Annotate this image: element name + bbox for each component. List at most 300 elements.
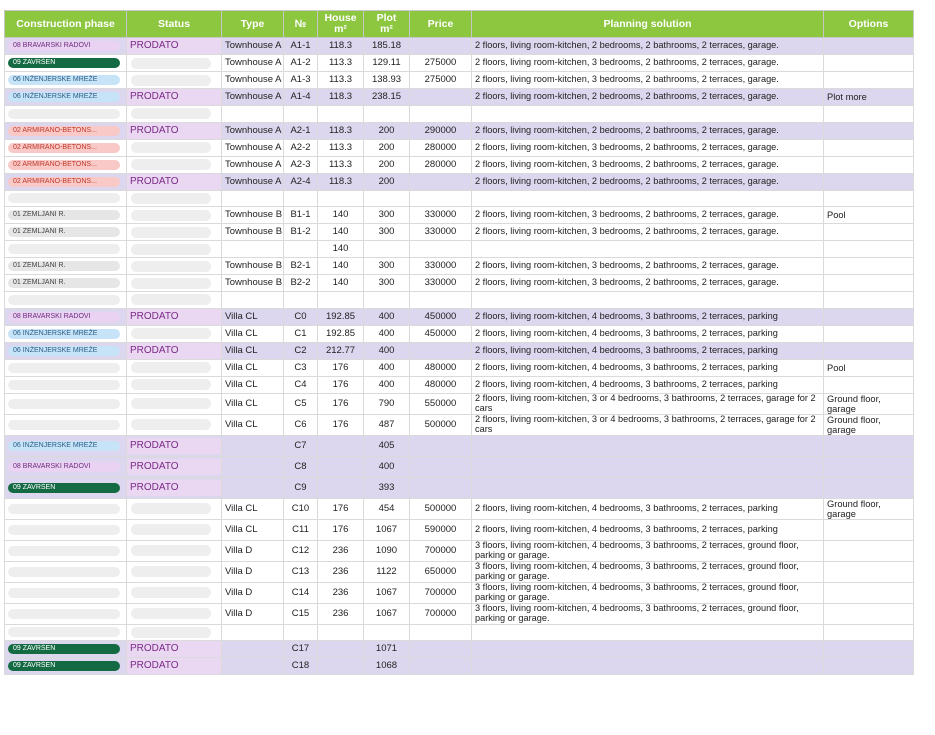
options-cell[interactable] [824, 190, 914, 207]
type-cell[interactable]: Villa CL [222, 359, 284, 376]
phase-cell[interactable] [5, 89, 127, 106]
col-header-plot[interactable] [364, 11, 410, 38]
price-cell[interactable] [410, 292, 472, 309]
number-cell[interactable]: A2-3 [284, 156, 318, 173]
phase-cell[interactable] [5, 325, 127, 342]
price-cell[interactable] [410, 241, 472, 258]
phase-pill[interactable]: 06 INŽENJERSKE MREŽE [8, 75, 120, 85]
plot-cell[interactable] [364, 292, 410, 309]
type-cell[interactable]: Villa CL [222, 342, 284, 359]
plan-cell[interactable]: 3 floors, living room-kitchen, 4 bedrooms, 3 bathrooms, 2 terraces, ground floor, parking or garage. [472, 603, 824, 624]
options-cell[interactable] [824, 241, 914, 258]
house-cell[interactable]: 140 [318, 258, 364, 275]
type-cell[interactable]: Villa CL [222, 308, 284, 325]
status-cell[interactable] [127, 456, 222, 477]
type-cell[interactable]: Villa D [222, 540, 284, 561]
plan-cell[interactable]: 3 floors, living room-kitchen, 4 bedrooms, 3 bathrooms, 2 terraces, ground floor, parking or garage. [472, 582, 824, 603]
options-cell[interactable] [824, 582, 914, 603]
options-cell[interactable]: Ground floor, garage [824, 498, 914, 519]
type-cell[interactable] [222, 241, 284, 258]
options-cell[interactable] [824, 122, 914, 139]
phase-pill[interactable]: 02 ARMIRANO-BETONS... [8, 126, 120, 136]
house-cell[interactable]: 236 [318, 561, 364, 582]
col-header-phase[interactable]: Construction phase [5, 11, 127, 38]
plan-cell[interactable]: 2 floors, living room-kitchen, 2 bedrooms, 2 bathrooms, 2 terraces, garage. [472, 122, 824, 139]
table-row[interactable] [5, 624, 914, 641]
number-cell[interactable]: C12 [284, 540, 318, 561]
plan-cell[interactable]: 2 floors, living room-kitchen, 4 bedrooms, 3 bathrooms, 2 terraces, parking [472, 519, 824, 540]
status-dropdown[interactable] [131, 193, 211, 204]
phase-cell[interactable] [5, 275, 127, 292]
status-cell[interactable] [127, 658, 222, 675]
plan-cell[interactable]: 2 floors, living room-kitchen, 4 bedrooms, 3 bathrooms, 2 terraces, parking [472, 359, 824, 376]
phase-pill[interactable]: 08 BRAVARSKI RADOVI [8, 41, 120, 51]
table-row[interactable] [5, 241, 914, 258]
table-row[interactable] [5, 393, 914, 414]
col-header-house[interactable] [318, 11, 364, 38]
col-header-price[interactable]: Price [410, 11, 472, 38]
status-cell[interactable] [127, 55, 222, 72]
plan-cell[interactable]: 2 floors, living room-kitchen, 3 bedrooms, 2 bathrooms, 2 terraces, garage. [472, 156, 824, 173]
table-row[interactable] [5, 582, 914, 603]
phase-pill[interactable] [8, 399, 120, 409]
status-cell[interactable] [127, 106, 222, 123]
status-dropdown[interactable] [131, 419, 211, 430]
number-cell[interactable] [284, 292, 318, 309]
status-cell[interactable] [127, 122, 222, 139]
plot-cell[interactable]: 1068 [364, 658, 410, 675]
price-cell[interactable]: 700000 [410, 603, 472, 624]
table-row[interactable] [5, 55, 914, 72]
status-cell[interactable] [127, 38, 222, 55]
phase-cell[interactable] [5, 156, 127, 173]
price-cell[interactable]: 450000 [410, 308, 472, 325]
plot-cell[interactable]: 300 [364, 224, 410, 241]
phase-cell[interactable] [5, 122, 127, 139]
price-cell[interactable]: 700000 [410, 582, 472, 603]
status-cell[interactable] [127, 190, 222, 207]
col-header-type[interactable]: Type [222, 11, 284, 38]
plot-cell[interactable]: 1071 [364, 641, 410, 658]
price-cell[interactable]: 330000 [410, 207, 472, 224]
phase-cell[interactable] [5, 139, 127, 156]
phase-cell[interactable] [5, 359, 127, 376]
phase-cell[interactable] [5, 477, 127, 498]
status-cell[interactable] [127, 477, 222, 498]
plan-cell[interactable]: 2 floors, living room-kitchen, 3 bedrooms, 2 bathrooms, 2 terraces, garage. [472, 72, 824, 89]
price-cell[interactable] [410, 173, 472, 190]
phase-cell[interactable] [5, 561, 127, 582]
phase-cell[interactable] [5, 582, 127, 603]
house-cell[interactable]: 140 [318, 275, 364, 292]
type-cell[interactable]: Villa CL [222, 414, 284, 435]
type-cell[interactable]: Townhouse A [222, 122, 284, 139]
phase-pill[interactable]: 06 INŽENJERSKE MREŽE [8, 441, 120, 451]
house-cell[interactable] [318, 456, 364, 477]
phase-cell[interactable] [5, 55, 127, 72]
number-cell[interactable]: A1-3 [284, 72, 318, 89]
type-cell[interactable] [222, 190, 284, 207]
plot-cell[interactable]: 200 [364, 122, 410, 139]
status-cell[interactable] [127, 582, 222, 603]
number-cell[interactable]: B1-2 [284, 224, 318, 241]
table-row[interactable] [5, 308, 914, 325]
phase-cell[interactable] [5, 190, 127, 207]
number-cell[interactable]: C9 [284, 477, 318, 498]
price-cell[interactable]: 280000 [410, 139, 472, 156]
plan-cell[interactable]: 2 floors, living room-kitchen, 2 bedrooms, 2 bathrooms, 2 terraces, garage. [472, 173, 824, 190]
type-cell[interactable]: Townhouse A [222, 156, 284, 173]
status-cell[interactable] [127, 435, 222, 456]
plot-cell[interactable]: 454 [364, 498, 410, 519]
type-cell[interactable] [222, 624, 284, 641]
phase-cell[interactable] [5, 456, 127, 477]
number-cell[interactable]: A2-4 [284, 173, 318, 190]
type-cell[interactable] [222, 641, 284, 658]
status-cell[interactable] [127, 624, 222, 641]
status-dropdown[interactable] [131, 587, 211, 598]
house-cell[interactable]: 113.3 [318, 139, 364, 156]
status-dropdown[interactable] [131, 261, 211, 272]
price-cell[interactable] [410, 342, 472, 359]
phase-cell[interactable] [5, 258, 127, 275]
price-cell[interactable]: 330000 [410, 258, 472, 275]
options-cell[interactable] [824, 156, 914, 173]
options-cell[interactable] [824, 435, 914, 456]
phase-pill[interactable] [8, 363, 120, 373]
house-cell[interactable] [318, 435, 364, 456]
table-row[interactable] [5, 275, 914, 292]
options-cell[interactable] [824, 173, 914, 190]
plot-cell[interactable]: 400 [364, 359, 410, 376]
plot-cell[interactable]: 1122 [364, 561, 410, 582]
table-row[interactable] [5, 342, 914, 359]
price-cell[interactable]: 290000 [410, 122, 472, 139]
number-cell[interactable]: C14 [284, 582, 318, 603]
price-cell[interactable]: 500000 [410, 414, 472, 435]
plot-cell[interactable]: 400 [364, 376, 410, 393]
options-cell[interactable] [824, 55, 914, 72]
phase-cell[interactable] [5, 72, 127, 89]
price-cell[interactable]: 450000 [410, 325, 472, 342]
type-cell[interactable]: Townhouse B [222, 207, 284, 224]
status-cell[interactable] [127, 498, 222, 519]
house-cell[interactable] [318, 641, 364, 658]
table-row[interactable] [5, 156, 914, 173]
phase-cell[interactable] [5, 173, 127, 190]
phase-cell[interactable] [5, 641, 127, 658]
options-cell[interactable] [824, 561, 914, 582]
status-cell[interactable] [127, 325, 222, 342]
phase-pill[interactable]: 01 ZEMLJANI R. [8, 278, 120, 288]
phase-pill[interactable] [8, 609, 120, 619]
status-cell[interactable] [127, 603, 222, 624]
number-cell[interactable] [284, 190, 318, 207]
house-cell[interactable]: 140 [318, 207, 364, 224]
table-row[interactable] [5, 207, 914, 224]
type-cell[interactable]: Townhouse A [222, 89, 284, 106]
house-cell[interactable]: 118.3 [318, 38, 364, 55]
plan-cell[interactable]: 2 floors, living room-kitchen, 3 bedrooms, 2 bathrooms, 2 terraces, garage. [472, 55, 824, 72]
house-cell[interactable]: 176 [318, 414, 364, 435]
house-cell[interactable]: 192.85 [318, 308, 364, 325]
options-cell[interactable] [824, 641, 914, 658]
type-cell[interactable]: Townhouse B [222, 224, 284, 241]
house-cell[interactable]: 113.3 [318, 72, 364, 89]
phase-cell[interactable] [5, 342, 127, 359]
type-cell[interactable]: Townhouse A [222, 38, 284, 55]
status-dropdown[interactable] [131, 278, 211, 289]
price-cell[interactable]: 280000 [410, 156, 472, 173]
phase-cell[interactable] [5, 393, 127, 414]
house-cell[interactable]: 118.3 [318, 122, 364, 139]
phase-cell[interactable] [5, 376, 127, 393]
type-cell[interactable]: Villa CL [222, 519, 284, 540]
table-row[interactable] [5, 641, 914, 658]
house-cell[interactable] [318, 658, 364, 675]
table-row[interactable] [5, 477, 914, 498]
price-cell[interactable]: 500000 [410, 498, 472, 519]
number-cell[interactable]: C11 [284, 519, 318, 540]
status-dropdown[interactable] [131, 159, 211, 170]
plan-cell[interactable] [472, 456, 824, 477]
col-header-number[interactable]: № [284, 11, 318, 38]
house-cell[interactable]: 176 [318, 393, 364, 414]
plan-cell[interactable] [472, 624, 824, 641]
options-cell[interactable] [824, 658, 914, 675]
options-cell[interactable] [824, 224, 914, 241]
table-row[interactable] [5, 519, 914, 540]
number-cell[interactable]: C6 [284, 414, 318, 435]
phase-pill[interactable] [8, 504, 120, 514]
phase-pill[interactable]: 01 ZEMLJANI R. [8, 210, 120, 220]
plot-cell[interactable]: 1067 [364, 519, 410, 540]
plan-cell[interactable]: 2 floors, living room-kitchen, 3 bedrooms, 2 bathrooms, 2 terraces, garage. [472, 224, 824, 241]
status-dropdown[interactable] [131, 227, 211, 238]
house-cell[interactable]: 118.3 [318, 89, 364, 106]
plan-cell[interactable]: 2 floors, living room-kitchen, 3 bedrooms, 2 bathrooms, 2 terraces, garage. [472, 139, 824, 156]
table-row[interactable] [5, 603, 914, 624]
price-cell[interactable]: 275000 [410, 72, 472, 89]
house-cell[interactable] [318, 106, 364, 123]
plot-cell[interactable]: 1090 [364, 540, 410, 561]
status-cell[interactable] [127, 258, 222, 275]
table-row[interactable] [5, 89, 914, 106]
table-row[interactable] [5, 224, 914, 241]
table-row[interactable] [5, 38, 914, 55]
status-cell[interactable] [127, 641, 222, 658]
status-cell[interactable] [127, 173, 222, 190]
status-cell[interactable] [127, 359, 222, 376]
price-cell[interactable] [410, 38, 472, 55]
options-cell[interactable] [824, 376, 914, 393]
number-cell[interactable]: C3 [284, 359, 318, 376]
plot-cell[interactable]: 200 [364, 139, 410, 156]
number-cell[interactable]: C4 [284, 376, 318, 393]
price-cell[interactable]: 700000 [410, 540, 472, 561]
options-cell[interactable] [824, 38, 914, 55]
plot-cell[interactable] [364, 241, 410, 258]
plan-cell[interactable] [472, 641, 824, 658]
number-cell[interactable] [284, 624, 318, 641]
options-cell[interactable] [824, 477, 914, 498]
house-cell[interactable]: 113.3 [318, 55, 364, 72]
table-row[interactable] [5, 325, 914, 342]
table-row[interactable] [5, 456, 914, 477]
plan-cell[interactable]: 2 floors, living room-kitchen, 3 or 4 bedrooms, 3 bathrooms, 2 terraces, garage for 2 cars [472, 393, 824, 414]
plot-cell[interactable]: 1067 [364, 603, 410, 624]
house-cell[interactable]: 236 [318, 603, 364, 624]
plot-cell[interactable]: 790 [364, 393, 410, 414]
col-header-status[interactable]: Status [127, 11, 222, 38]
plan-cell[interactable] [472, 190, 824, 207]
number-cell[interactable]: A1-2 [284, 55, 318, 72]
status-dropdown[interactable] [131, 75, 211, 86]
phase-cell[interactable] [5, 414, 127, 435]
house-cell[interactable] [318, 292, 364, 309]
plan-cell[interactable]: 2 floors, living room-kitchen, 2 bedrooms, 2 bathrooms, 2 terraces, garage. [472, 89, 824, 106]
house-cell[interactable]: 176 [318, 498, 364, 519]
table-row[interactable] [5, 658, 914, 675]
phase-pill[interactable] [8, 244, 120, 254]
house-cell[interactable]: 236 [318, 540, 364, 561]
number-cell[interactable]: C7 [284, 435, 318, 456]
house-cell[interactable]: 140 [318, 224, 364, 241]
plan-cell[interactable] [472, 292, 824, 309]
type-cell[interactable]: Townhouse B [222, 275, 284, 292]
options-cell[interactable] [824, 275, 914, 292]
options-cell[interactable]: Ground floor, garage [824, 414, 914, 435]
type-cell[interactable]: Villa CL [222, 393, 284, 414]
table-row[interactable] [5, 106, 914, 123]
table-row[interactable] [5, 435, 914, 456]
plot-cell[interactable]: 1067 [364, 582, 410, 603]
options-cell[interactable] [824, 456, 914, 477]
house-cell[interactable]: 176 [318, 519, 364, 540]
plot-cell[interactable] [364, 190, 410, 207]
status-dropdown[interactable] [131, 294, 211, 305]
col-header-options[interactable]: Options [824, 11, 914, 38]
phase-pill[interactable]: 09 ZAVRŠEN [8, 483, 120, 493]
house-cell[interactable]: 140 [318, 241, 364, 258]
number-cell[interactable]: A1-4 [284, 89, 318, 106]
price-cell[interactable]: 330000 [410, 275, 472, 292]
status-dropdown[interactable] [131, 566, 211, 577]
plan-cell[interactable]: 2 floors, living room-kitchen, 3 bedrooms, 2 bathrooms, 2 terraces, garage. [472, 258, 824, 275]
number-cell[interactable]: C18 [284, 658, 318, 675]
plan-cell[interactable]: 3 floors, living room-kitchen, 4 bedrooms, 3 bathrooms, 2 terraces, ground floor, parking or garage. [472, 561, 824, 582]
phase-pill[interactable]: 08 BRAVARSKI RADOVI [8, 462, 120, 472]
col-header-plan[interactable]: Planning solution [472, 11, 824, 38]
number-cell[interactable] [284, 241, 318, 258]
plot-cell[interactable]: 300 [364, 275, 410, 292]
status-cell[interactable] [127, 72, 222, 89]
status-cell[interactable] [127, 156, 222, 173]
options-cell[interactable] [824, 540, 914, 561]
type-cell[interactable]: Townhouse A [222, 72, 284, 89]
phase-cell[interactable] [5, 292, 127, 309]
plot-cell[interactable]: 400 [364, 308, 410, 325]
number-cell[interactable] [284, 106, 318, 123]
price-cell[interactable]: 330000 [410, 224, 472, 241]
price-cell[interactable] [410, 641, 472, 658]
status-cell[interactable] [127, 342, 222, 359]
type-cell[interactable]: Townhouse A [222, 139, 284, 156]
table-row[interactable] [5, 498, 914, 519]
table-row[interactable] [5, 190, 914, 207]
number-cell[interactable]: A1-1 [284, 38, 318, 55]
type-cell[interactable]: Villa D [222, 582, 284, 603]
status-dropdown[interactable] [131, 627, 211, 638]
phase-pill[interactable] [8, 567, 120, 577]
plot-cell[interactable]: 238.15 [364, 89, 410, 106]
type-cell[interactable] [222, 456, 284, 477]
price-cell[interactable]: 275000 [410, 55, 472, 72]
house-cell[interactable]: 113.3 [318, 156, 364, 173]
price-cell[interactable] [410, 456, 472, 477]
options-cell[interactable] [824, 139, 914, 156]
number-cell[interactable]: C2 [284, 342, 318, 359]
plot-cell[interactable] [364, 106, 410, 123]
price-cell[interactable] [410, 658, 472, 675]
phase-pill[interactable] [8, 546, 120, 556]
phase-cell[interactable] [5, 658, 127, 675]
options-cell[interactable]: Pool [824, 207, 914, 224]
status-dropdown[interactable] [131, 58, 211, 69]
phase-pill[interactable]: 08 BRAVARSKI RADOVI [8, 312, 120, 322]
plan-cell[interactable] [472, 477, 824, 498]
house-cell[interactable]: 236 [318, 582, 364, 603]
options-cell[interactable]: Plot more [824, 89, 914, 106]
type-cell[interactable]: Villa CL [222, 498, 284, 519]
plot-cell[interactable]: 138.93 [364, 72, 410, 89]
status-cell[interactable] [127, 308, 222, 325]
options-cell[interactable] [824, 106, 914, 123]
status-dropdown[interactable] [131, 328, 211, 339]
plan-cell[interactable] [472, 435, 824, 456]
plot-cell[interactable]: 487 [364, 414, 410, 435]
number-cell[interactable]: C13 [284, 561, 318, 582]
type-cell[interactable] [222, 477, 284, 498]
status-cell[interactable] [127, 393, 222, 414]
phase-cell[interactable] [5, 241, 127, 258]
price-cell[interactable] [410, 435, 472, 456]
status-dropdown[interactable] [131, 142, 211, 153]
options-cell[interactable] [824, 624, 914, 641]
phase-pill[interactable] [8, 420, 120, 430]
plan-cell[interactable]: 2 floors, living room-kitchen, 2 bedrooms, 2 bathrooms, 2 terraces, garage. [472, 38, 824, 55]
plot-cell[interactable]: 200 [364, 173, 410, 190]
status-cell[interactable] [127, 561, 222, 582]
price-cell[interactable]: 590000 [410, 519, 472, 540]
phase-cell[interactable] [5, 624, 127, 641]
options-cell[interactable] [824, 603, 914, 624]
table-row[interactable] [5, 173, 914, 190]
status-dropdown[interactable] [131, 545, 211, 556]
phase-pill[interactable] [8, 380, 120, 390]
phase-pill[interactable]: 09 ZAVRŠEN [8, 58, 120, 68]
plot-cell[interactable]: 400 [364, 325, 410, 342]
number-cell[interactable]: C5 [284, 393, 318, 414]
price-cell[interactable] [410, 190, 472, 207]
phase-pill[interactable]: 06 INŽENJERSKE MREŽE [8, 92, 120, 102]
number-cell[interactable]: C17 [284, 641, 318, 658]
status-cell[interactable] [127, 207, 222, 224]
phase-pill[interactable]: 09 ZAVRŠEN [8, 644, 120, 654]
price-cell[interactable]: 650000 [410, 561, 472, 582]
phase-cell[interactable] [5, 207, 127, 224]
house-cell[interactable] [318, 190, 364, 207]
